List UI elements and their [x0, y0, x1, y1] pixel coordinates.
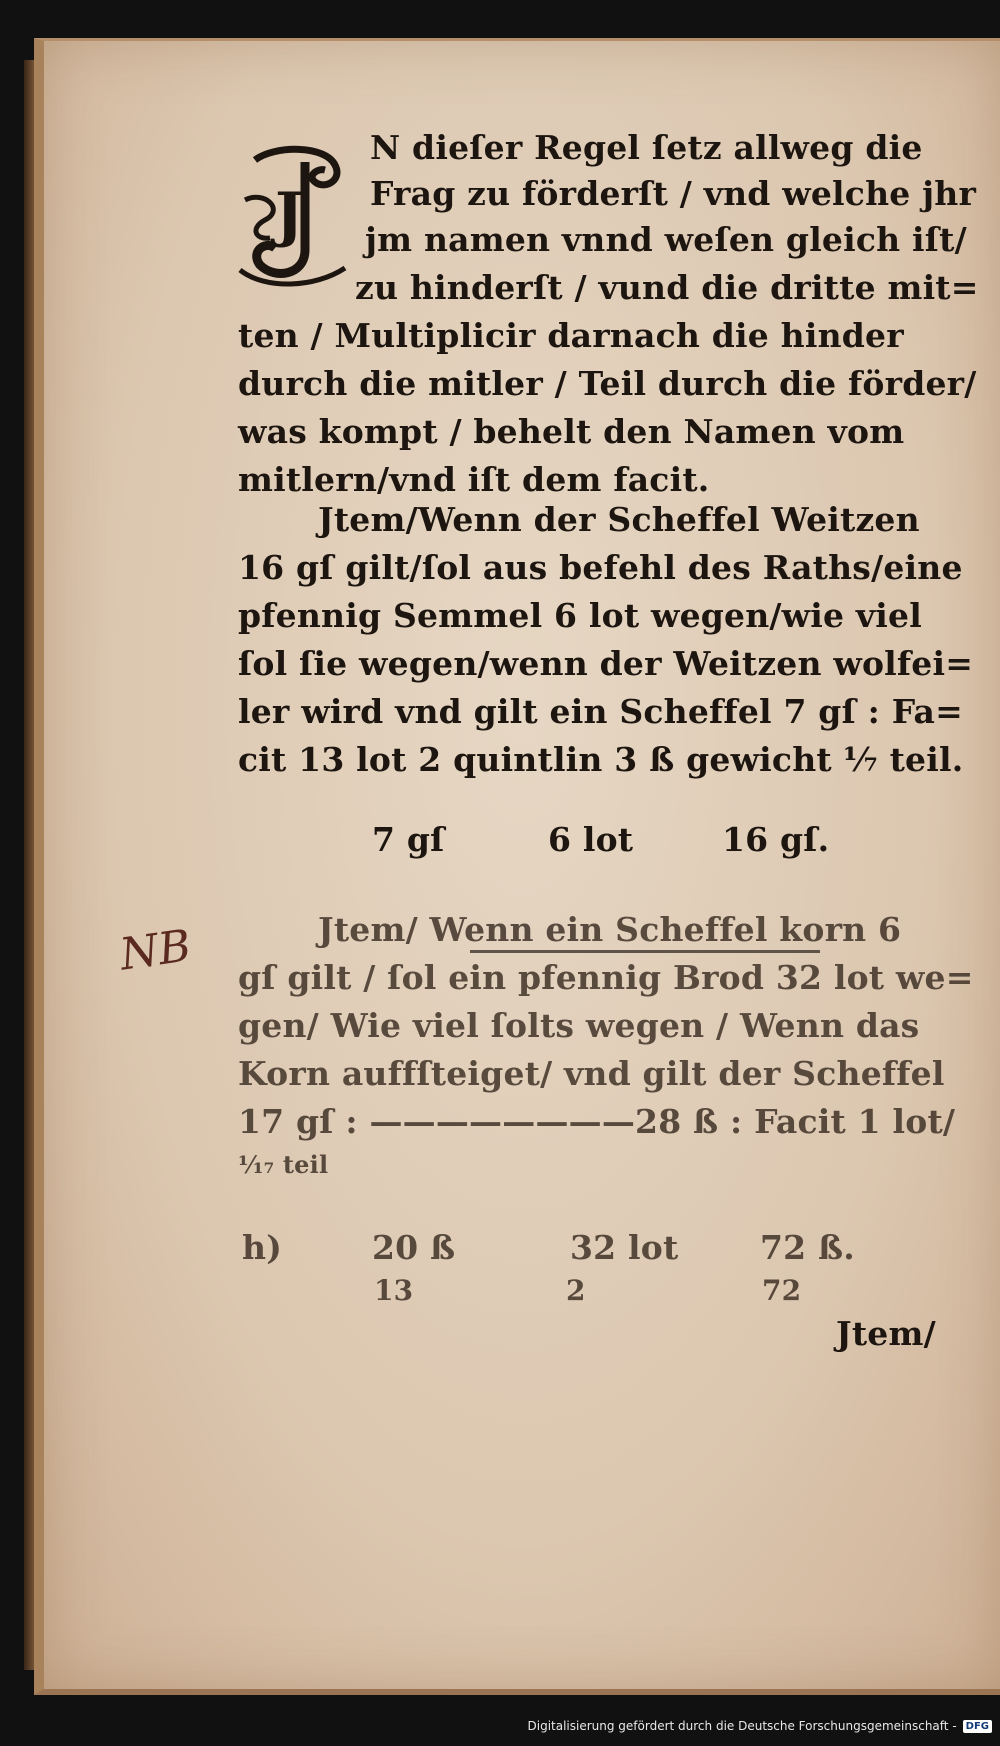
- example1-calc-a: 7 gſ: [372, 820, 445, 859]
- example2-calc-label: h): [242, 1228, 283, 1267]
- rule-line-8: mitlern/vnd iſt dem facit.: [238, 460, 710, 499]
- rule-line-7: was kompt / behelt den Namen vom: [238, 412, 905, 451]
- example2-line-5: 17 gſ : ————————28 ß : Facit 1 lot/: [238, 1102, 956, 1141]
- example2-calc-f: 72: [762, 1274, 802, 1307]
- ink-underline: [470, 950, 820, 953]
- example2-calc-a: 20 ß: [372, 1228, 456, 1267]
- example2-line-6: ¹⁄₁₇ teil: [238, 1150, 329, 1179]
- rule-line-5: ten / Multiplicir darnach die hinder: [238, 316, 904, 355]
- catchword: Jtem/: [836, 1314, 936, 1353]
- example2-calc-d: 13: [374, 1274, 414, 1307]
- footer-credit: [528, 1716, 993, 1736]
- example1-line-4: ſol ſie wegen/wenn der Weitzen wolfei=: [238, 644, 974, 683]
- rule-line-3: jm namen vnnd weſen gleich iſt/: [365, 220, 967, 259]
- footer-credit-text: Digitalisierung gefördert durch die Deutsche Forschungsgemeinschaft -: [527, 1719, 957, 1733]
- example2-line-4: Korn auffſteiget/ vnd gilt der Scheffel: [238, 1054, 945, 1093]
- example2-calc-b: 32 lot: [570, 1228, 679, 1267]
- example1-line-6: cit 13 lot 2 quintlin 3 ß gewicht ⅐ teil.: [238, 740, 964, 779]
- example1-calc-b: 6 lot: [548, 820, 634, 859]
- rule-line-4: zu hinderſt / vund die dritte mit=: [355, 268, 979, 307]
- rule-line-6: durch die mitler / Teil durch die förder/: [238, 364, 977, 403]
- drop-cap-initial: [235, 140, 355, 290]
- example2-calc-e: 2: [566, 1274, 586, 1307]
- example1-line-3: pfennig Semmel 6 lot wegen/wie viel: [238, 596, 922, 635]
- example1-line-1: Jtem/Wenn der Scheffel Weitzen: [318, 500, 920, 539]
- rule-line-1: N dieſer Regel ſetz allweg die: [370, 128, 923, 167]
- example2-line-1: Jtem/ Wenn ein Scheffel korn 6: [318, 910, 902, 949]
- example1-calc-c: 16 gſ.: [722, 820, 830, 859]
- example1-line-2: 16 gſ gilt/ſol aus befehl des Raths/eine: [238, 548, 963, 587]
- margin-annotation: NB: [116, 920, 195, 981]
- example2-line-3: gen/ Wie viel ſolts wegen / Wenn das: [238, 1006, 920, 1045]
- dfg-logo-icon: DFG: [963, 1720, 992, 1733]
- example2-line-2: gſ gilt / ſol ein pfennig Brod 32 lot we=: [238, 958, 974, 997]
- example1-line-5: ler wird vnd gilt ein Scheffel 7 gſ : Fa=: [238, 692, 963, 731]
- drop-cap-letter: J: [275, 180, 304, 250]
- rule-line-2: Frag zu förderſt / vnd welche jhr: [370, 174, 977, 213]
- example2-calc-c: 72 ß.: [760, 1228, 855, 1267]
